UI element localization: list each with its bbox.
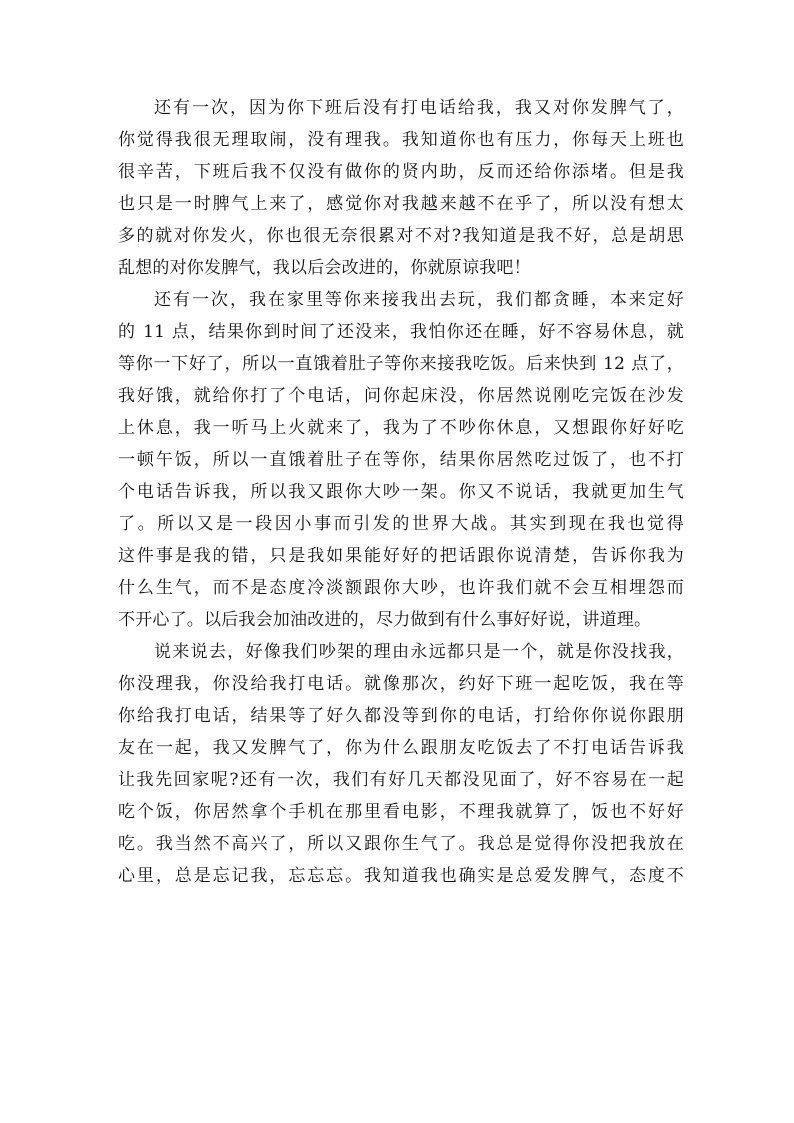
text-line: 一顿午饭，所以一直饿着肚子在等你，结果你居然吃过饭了，也不打: [118, 450, 684, 470]
text-line: 很辛苦，下班后我不仅没有做你的贤内助，反而还给你添堵。但是我: [118, 162, 684, 182]
text-line: 了。所以又是一段因小事而引发的世界大战。其实到现在我也觉得: [118, 514, 684, 534]
text-line: 友在一起，我又发脾气了，你为什么跟朋友吃饭去了不打电话告诉我: [118, 738, 684, 758]
text-line: 吃个饭，你居然拿个手机在那里看电影，不理我就算了，饭也不好好: [118, 802, 684, 822]
text-line: 还有一次，因为你下班后没有打电话给我，我又对你发脾气了，: [154, 98, 684, 118]
text-line: 什么生气，而不是态度冷淡额跟你大吵，也许我们就不会互相埋怨而: [118, 578, 684, 598]
text-line: 你没理我，你没给我打电话。就像那次，约好下班一起吃饭，我在等: [118, 674, 684, 694]
text-line: 个电话告诉我，所以我又跟你大吵一架。你又不说话，我就更加生气: [118, 482, 684, 502]
text-line: 还有一次，我在家里等你来接我出去玩，我们都贪睡，本来定好: [154, 290, 684, 310]
text-line: 这件事是我的错，只是我如果能好好的把话跟你说清楚，告诉你我为: [118, 546, 684, 566]
text-line: 你给我打电话，结果等了好久都没等到你的电话，打给你你说你跟朋: [118, 706, 684, 726]
text-line: 乱想的对你发脾气，我以后会改进的，你就原谅我吧！: [118, 258, 531, 278]
text-line: 上休息，我一听马上火就来了，我为了不吵你休息，又想跟你好好吃: [118, 418, 684, 438]
text-line: 我好饿，就给你打了个电话，问你起床没，你居然说刚吃完饭在沙发: [118, 386, 684, 406]
text-line: 也只是一时脾气上来了，感觉你对我越来越不在乎了，所以没有想太: [118, 194, 684, 214]
text-line: 让我先回家呢?还有一次，我们有好几天都没见面了，好不容易在一起: [118, 770, 684, 790]
text-line: 说来说去，好像我们吵架的理由永远都只是一个，就是你没找我，: [154, 642, 684, 662]
text-line: 心里，总是忘记我，忘忘忘。我知道我也确实是总爱发脾气，态度不: [118, 866, 684, 886]
text-line: 你觉得我很无理取闹，没有理我。我知道你也有压力，你每天上班也: [118, 130, 684, 150]
text-line: 吃。我当然不高兴了，所以又跟你生气了。我总是觉得你没把我放在: [118, 834, 684, 854]
text-line: 不开心了。以后我会加油改进的，尽力做到有什么事好好说，讲道理。: [118, 610, 652, 630]
text-line: 的 11 点，结果你到时间了还没来，我怕你还在睡，好不容易休息，就: [118, 322, 684, 342]
text-line: 多的就对你发火，你也很无奈很累对不对?我知道是我不好，总是胡思: [118, 226, 684, 246]
body-text: [118, 92, 684, 892]
text-line: 等你一下好了，所以一直饿着肚子等你来接我吃饭。后来快到 12 点了，: [118, 354, 684, 374]
